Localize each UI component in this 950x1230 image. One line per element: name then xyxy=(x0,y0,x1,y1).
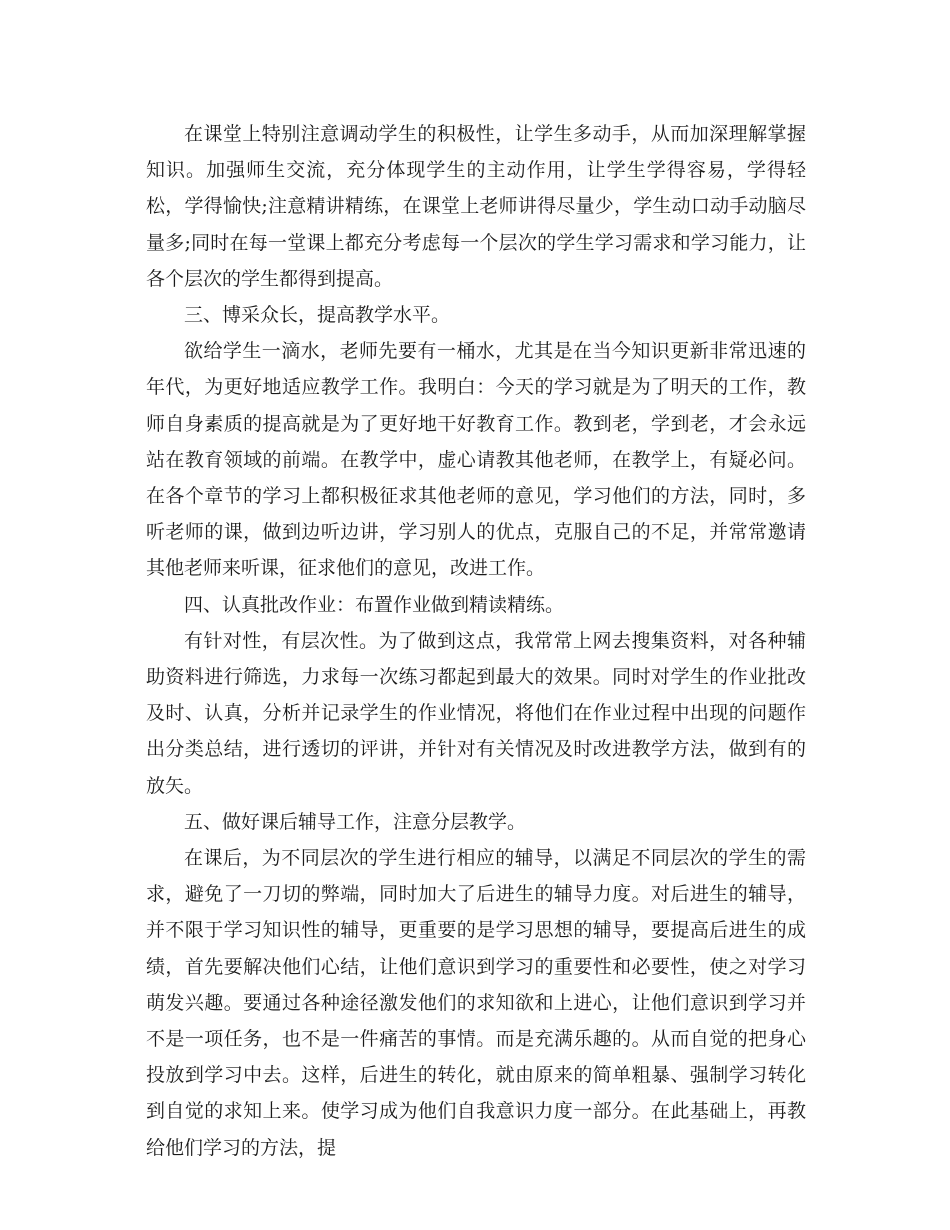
document-body xyxy=(146,116,806,1166)
paragraph-tutoring: 在课后，为不同层次的学生进行相应的辅导，以满足不同层次的学生的需求，避免了一刀切的弊端，同时加大了后进生的辅导力度。对后进生的辅导，并不限于学习知识性的辅导，更重要的是学习思想的辅导，要提高后进生的成绩，首先要解决他们心结，让他们意识到学习的重要性和必要性，使之对学习萌发兴趣。要通过各种途径激发他们的求知欲和上进心，让他们意识到学习并不是一项任务，也不是一件痛苦的事情。而是充满乐趣的。从而自觉的把身心投放到学习中去。这样，后进生的转化，就由原来的简单粗暴、强制学习转化到自觉的求知上来。使学习成为他们自我意识力度一部分。在此基础上，再教给他们学习的方法，提 xyxy=(146,847,806,1159)
paragraph-homework: 有针对性，有层次性。为了做到这点，我常常上网去搜集资料，对各种辅助资料进行筛选，力求每一次练习都起到最大的效果。同时对学生的作业批改及时、认真，分析并记录学生的作业情况，将他们在作业过程中出现的问题作出分类总结，进行透切的评讲，并针对有关情况及时改进教学方法，做到有的放矢。 xyxy=(146,629,806,797)
paragraph-classroom-engagement: 在课堂上特别注意调动学生的积极性，让学生多动手，从而加深理解掌握知识。加强师生交流，充分体现学生的主动作用，让学生学得容易，学得轻松，学得愉快;注意精讲精练，在课堂上老师讲得尽量少，学生动口动手动脑尽量多;同时在每一堂课上都充分考虑每一个层次的学生学习需求和学习能力，让各个层次的学生都得到提高。 xyxy=(146,123,806,290)
paragraph-professional-growth: 欲给学生一滴水，老师先要有一桶水，尤其是在当今知识更新非常迅速的年代，为更好地适应教学工作。我明白：今天的学习就是为了明天的工作，教师自身素质的提高就是为了更好地干好教育工作。教到老，学到老，才会永远站在教育领域的前端。在教学中，虚心请教其他老师，在教学上，有疑必问。在各个章节的学习上都积极征求其他老师的意见，学习他们的方法，同时，多听老师的课，做到边听边讲，学习别人的优点，克服自己的不足，并常常邀请其他老师来听课，征求他们的意见，改进工作。 xyxy=(146,340,806,580)
section-heading-5: 五、做好课后辅导工作，注意分层教学。 xyxy=(184,810,527,833)
section-heading-3: 三、博采众长，提高教学水平。 xyxy=(184,304,451,327)
section-heading-4: 四、认真批改作业：布置作业做到精读精练。 xyxy=(184,593,565,616)
